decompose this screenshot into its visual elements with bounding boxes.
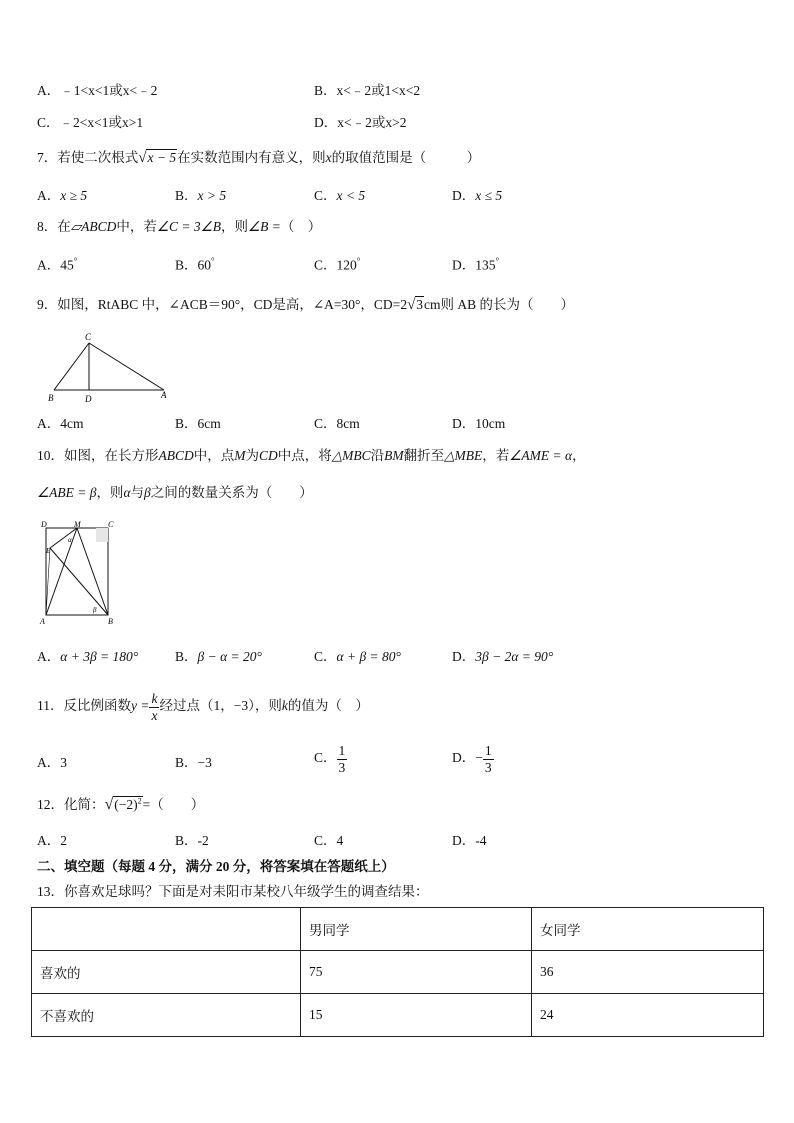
table-cell: 喜欢的 — [32, 951, 301, 994]
q7-option-a: A．x ≥ 5 — [37, 188, 88, 203]
table-cell: 36 — [532, 951, 764, 994]
q6-option-a: A．﹣1<x<1或x<﹣2 — [37, 83, 158, 98]
q9-label-a: A — [161, 390, 167, 400]
q9-stem: 9．如图，RtABC 中，∠ACB＝90°，CD是高，∠A=30°，CD=2√3cm则 AB 的长为（ ） — [37, 297, 575, 313]
q6-option-c: C．﹣2<x<1或x>1 — [37, 115, 144, 130]
q10-label-b: B — [108, 617, 113, 626]
q7-stem: 7．若使二次根式√x − 5在实数范围内有意义，则x的取值范围是（ ） — [37, 150, 481, 166]
q9-label-c: C — [85, 332, 92, 342]
q8-option-c: C．120° — [314, 256, 361, 273]
q12-option-c: C．4 — [314, 833, 344, 848]
q11-option-c: C． $\frac{1}{3}$ — [314, 743, 346, 775]
q9-triangle-figure — [44, 330, 174, 405]
q10-rectangle-figure — [38, 518, 120, 630]
q8-option-d: D．135° — [452, 256, 500, 273]
q11-fraction: $\frac{k}{x}$ — [151, 691, 158, 723]
q8-option-b: B．60° — [175, 256, 215, 273]
q12-option-d: D．-4 — [452, 833, 487, 848]
q10-label-d: D — [41, 520, 47, 529]
q8-stem: 8．在▱ABCD中，若∠C = 3∠B，则∠B =（ ） — [37, 219, 322, 234]
q10-option-a: A．α + 3β = 180° — [37, 649, 139, 664]
q10-label-a: A — [40, 617, 45, 626]
q12-stem: 12．化简：$√(-2)^2=$（ ） — [37, 796, 205, 813]
q13-stem: 13．你喜欢足球吗？下面是对耒阳市某校八年级学生的调查结果： — [37, 884, 429, 899]
q10-label-e: E — [46, 547, 51, 555]
q7-option-b: B．x > 5 — [175, 188, 227, 203]
q9-option-b: B．6cm — [175, 416, 221, 431]
table-cell: 75 — [301, 951, 532, 994]
table-header-cell: 男同学 — [301, 908, 532, 951]
table-cell: 15 — [301, 994, 532, 1037]
table-header-row — [32, 908, 764, 951]
q10-option-d: D．3β − 2α = 90° — [452, 649, 554, 664]
table-row — [32, 951, 764, 994]
q10-label-m: M — [74, 520, 81, 529]
q9-label-d: D — [85, 394, 92, 404]
table-cell: 不喜欢的 — [32, 994, 301, 1037]
q11-stem: 11．反比例函数y = $\frac{k}{x}$ 经过点（1，−3），则k的值为（ ） — [37, 691, 369, 723]
q12-option-b: B．-2 — [175, 833, 209, 848]
q10-option-b: B．β − α = 20° — [175, 649, 262, 664]
q7-option-c: C．x < 5 — [314, 188, 366, 203]
q10-label-beta: β — [93, 606, 97, 614]
survey-table — [31, 907, 764, 1037]
q9-option-c: C．8cm — [314, 416, 360, 431]
q11-option-a: A．3 — [37, 755, 67, 770]
q6-option-b: B．x<﹣2或1<x<2 — [314, 83, 421, 98]
q12-option-a: A．2 — [37, 833, 67, 848]
q10-label-alpha: α — [68, 536, 72, 544]
q9-option-a: A．4cm — [37, 416, 84, 431]
q10-option-c: C．α + β = 80° — [314, 649, 401, 664]
q9-label-b: B — [48, 393, 54, 403]
q10-stem-line1: 10．如图，在长方形ABCD中，点M为CD中点，将△MBC沿BM翻折至△MBE，若∠AME = α， — [37, 448, 586, 463]
table-cell: 24 — [532, 994, 764, 1037]
section-heading: 二、填空题（每题 4 分，满分 20 分，将答案填在答题纸上） — [37, 859, 395, 874]
q11-option-b: B．−3 — [175, 755, 212, 770]
q8-option-a: A．45° — [37, 256, 78, 273]
q6-option-d: D．x<﹣2或x>2 — [314, 115, 407, 130]
q10-label-c: C — [108, 520, 114, 529]
table-header-cell: 女同学 — [532, 908, 764, 951]
q9-option-d: D．10cm — [452, 416, 506, 431]
table-row — [32, 994, 764, 1037]
q11-option-d: D．− $\frac{1}{3}$ — [452, 743, 492, 775]
q10-stem-line2: ∠ABE = β，则α与β之间的数量关系为（ ） — [37, 485, 313, 500]
table-header-cell — [32, 908, 301, 951]
q7-option-d: D．x ≤ 5 — [452, 188, 503, 203]
